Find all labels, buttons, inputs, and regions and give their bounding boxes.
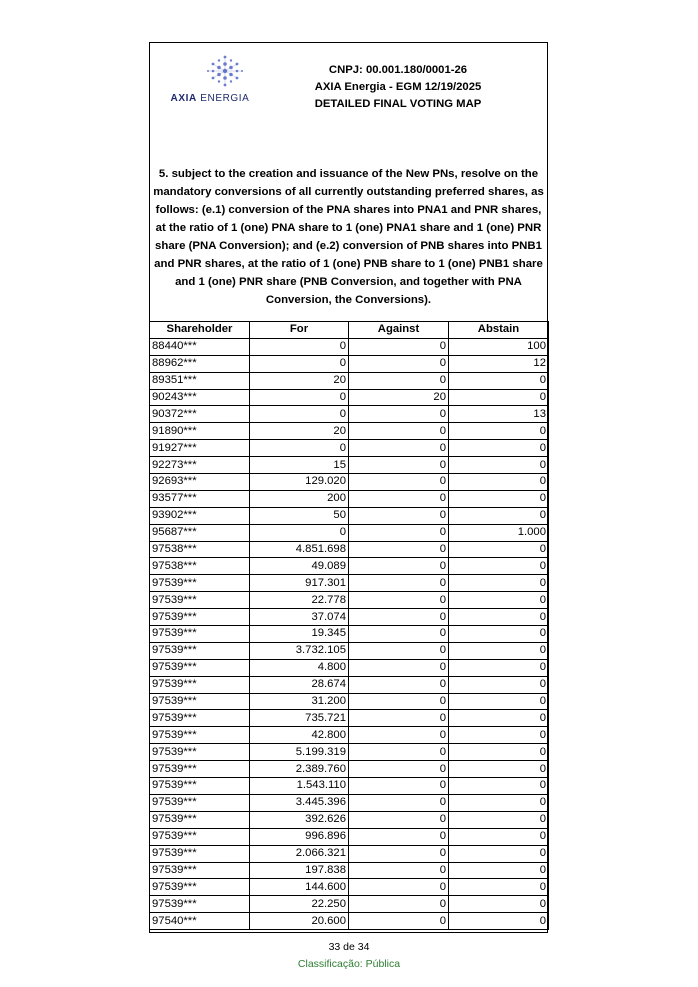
against-votes-cell: 0 (349, 761, 449, 778)
for-votes-cell: 144.600 (250, 879, 349, 896)
for-votes-cell: 0 (250, 355, 349, 372)
for-votes-cell: 392.626 (250, 811, 349, 828)
for-votes-cell: 0 (250, 524, 349, 541)
against-votes-cell: 0 (349, 845, 449, 862)
abstain-votes-cell: 0 (449, 862, 549, 879)
against-votes-cell: 0 (349, 524, 449, 541)
abstain-votes-cell: 12 (449, 355, 549, 372)
abstain-votes-cell: 0 (449, 575, 549, 592)
abstain-votes-cell: 1.000 (449, 524, 549, 541)
against-votes-cell: 0 (349, 710, 449, 727)
abstain-votes-cell: 0 (449, 727, 549, 744)
for-votes-cell: 735.721 (250, 710, 349, 727)
shareholder-cell: 97539*** (150, 761, 250, 778)
for-votes-cell: 2.389.760 (250, 761, 349, 778)
shareholder-cell: 97539*** (150, 592, 250, 609)
against-votes-cell: 0 (349, 575, 449, 592)
table-row (150, 406, 549, 423)
agenda-item-text: 5. subject to the creation and issuance of the New PNs, resolve on the mandatory conversions of all currently outstanding preferred shares, as follows: (e.1) conversion of the PNA shares into PNA1 and PNR shares, at the ratio of 1 (one) PNA share to 1 (one) PNA1 share and 1 (one) PNR share (PNA Conversion); and (e.2) conversion of PNB shares into PNB1 and PNR shares, at the ratio of 1 (one) PNB share to 1 (one) PNB1 share and 1 (one) PNR share (PNB Conversion, and together with PNA Conversion, the Conversions). (153, 168, 544, 306)
shareholder-cell: 97539*** (150, 642, 250, 659)
for-votes-cell: 22.778 (250, 592, 349, 609)
abstain-votes-cell: 0 (449, 558, 549, 575)
abstain-votes-cell: 13 (449, 406, 549, 423)
abstain-votes-cell: 0 (449, 642, 549, 659)
against-votes-cell: 0 (349, 727, 449, 744)
for-votes-cell: 31.200 (250, 693, 349, 710)
against-votes-cell: 0 (349, 913, 449, 930)
against-votes-cell: 0 (349, 676, 449, 693)
shareholder-cell: 97539*** (150, 626, 250, 643)
abstain-votes-cell: 0 (449, 811, 549, 828)
abstain-votes-cell: 0 (449, 794, 549, 811)
logo-mark-icon (205, 52, 245, 90)
for-votes-cell: 22.250 (250, 896, 349, 913)
shareholder-cell: 91927*** (150, 440, 250, 457)
table-row (150, 490, 549, 507)
for-votes-cell: 197.838 (250, 862, 349, 879)
shareholder-cell: 89351*** (150, 372, 250, 389)
table-row (150, 778, 549, 795)
abstain-votes-cell: 0 (449, 761, 549, 778)
table-row (150, 642, 549, 659)
column-header-abstain: Abstain (449, 322, 549, 339)
for-votes-cell: 0 (250, 440, 349, 457)
shareholder-cell: 97539*** (150, 896, 250, 913)
for-votes-cell: 42.800 (250, 727, 349, 744)
against-votes-cell: 0 (349, 338, 449, 355)
for-votes-cell: 0 (250, 389, 349, 406)
table-row (150, 524, 549, 541)
for-votes-cell: 3.445.396 (250, 794, 349, 811)
against-votes-cell: 0 (349, 474, 449, 491)
against-votes-cell: 0 (349, 507, 449, 524)
for-votes-cell: 28.674 (250, 676, 349, 693)
shareholder-cell: 97539*** (150, 778, 250, 795)
abstain-votes-cell: 0 (449, 659, 549, 676)
company-logo (160, 50, 260, 110)
for-votes-cell: 20 (250, 423, 349, 440)
against-votes-cell: 0 (349, 811, 449, 828)
table-row (150, 693, 549, 710)
table-row (150, 626, 549, 643)
table-row (150, 558, 549, 575)
against-votes-cell: 20 (349, 389, 449, 406)
shareholder-cell: 97539*** (150, 609, 250, 626)
for-votes-cell: 4.851.698 (250, 541, 349, 558)
column-header-shareholder: Shareholder (150, 322, 250, 339)
abstain-votes-cell: 0 (449, 896, 549, 913)
for-votes-cell: 200 (250, 490, 349, 507)
table-row (150, 659, 549, 676)
for-votes-cell: 20 (250, 372, 349, 389)
table-row (150, 676, 549, 693)
against-votes-cell: 0 (349, 896, 449, 913)
against-votes-cell: 0 (349, 372, 449, 389)
for-votes-cell: 917.301 (250, 575, 349, 592)
abstain-votes-cell: 0 (449, 474, 549, 491)
shareholder-cell: 97539*** (150, 879, 250, 896)
classification-label: Classificação: Pública (297, 958, 401, 970)
table-row (150, 440, 549, 457)
abstain-votes-cell: 0 (449, 440, 549, 457)
table-row (150, 727, 549, 744)
shareholder-cell: 97540*** (150, 913, 250, 930)
meeting-line: AXIA Energia - EGM 12/19/2025 (314, 81, 482, 93)
abstain-votes-cell: 0 (449, 609, 549, 626)
for-votes-cell: 129.020 (250, 474, 349, 491)
against-votes-cell: 0 (349, 558, 449, 575)
shareholder-cell: 97538*** (150, 558, 250, 575)
voting-table (149, 321, 549, 930)
table-row (150, 828, 549, 845)
shareholder-cell: 90243*** (150, 389, 250, 406)
abstain-votes-cell: 0 (449, 879, 549, 896)
table-row (150, 811, 549, 828)
shareholder-cell: 97539*** (150, 744, 250, 761)
table-row (150, 338, 549, 355)
shareholder-cell: 95687*** (150, 524, 250, 541)
shareholder-cell: 92693*** (150, 474, 250, 491)
logo-wordmark: AXIA ENERGIA (170, 93, 250, 104)
abstain-votes-cell: 0 (449, 828, 549, 845)
table-row (150, 423, 549, 440)
table-row (150, 474, 549, 491)
against-votes-cell: 0 (349, 355, 449, 372)
against-votes-cell: 0 (349, 490, 449, 507)
table-row (150, 457, 549, 474)
shareholder-cell: 97539*** (150, 794, 250, 811)
for-votes-cell: 19.345 (250, 626, 349, 643)
table-row (150, 744, 549, 761)
shareholder-cell: 97539*** (150, 845, 250, 862)
against-votes-cell: 0 (349, 659, 449, 676)
abstain-votes-cell: 0 (449, 913, 549, 930)
abstain-votes-cell: 0 (449, 592, 549, 609)
abstain-votes-cell: 0 (449, 423, 549, 440)
document-title: DETAILED FINAL VOTING MAP (314, 98, 482, 110)
against-votes-cell: 0 (349, 879, 449, 896)
for-votes-cell: 4.800 (250, 659, 349, 676)
abstain-votes-cell: 0 (449, 541, 549, 558)
for-votes-cell: 15 (250, 457, 349, 474)
table-row (150, 913, 549, 930)
for-votes-cell: 49.089 (250, 558, 349, 575)
table-body (150, 338, 549, 929)
against-votes-cell: 0 (349, 642, 449, 659)
against-votes-cell: 0 (349, 406, 449, 423)
table-header-row (150, 322, 549, 339)
for-votes-cell: 996.896 (250, 828, 349, 845)
abstain-votes-cell: 0 (449, 744, 549, 761)
abstain-votes-cell: 0 (449, 457, 549, 474)
shareholder-cell: 97539*** (150, 659, 250, 676)
shareholder-cell: 97539*** (150, 676, 250, 693)
abstain-votes-cell: 0 (449, 845, 549, 862)
table-row (150, 710, 549, 727)
abstain-votes-cell: 0 (449, 778, 549, 795)
shareholder-cell: 92273*** (150, 457, 250, 474)
for-votes-cell: 0 (250, 338, 349, 355)
table-row (150, 845, 549, 862)
shareholder-cell: 97539*** (150, 727, 250, 744)
abstain-votes-cell: 100 (449, 338, 549, 355)
against-votes-cell: 0 (349, 592, 449, 609)
abstain-votes-cell: 0 (449, 626, 549, 643)
abstain-votes-cell: 0 (449, 710, 549, 727)
shareholder-cell: 93577*** (150, 490, 250, 507)
for-votes-cell: 5.199.319 (250, 744, 349, 761)
for-votes-cell: 2.066.321 (250, 845, 349, 862)
shareholder-cell: 97539*** (150, 575, 250, 592)
shareholder-cell: 97539*** (150, 693, 250, 710)
shareholder-cell: 97539*** (150, 710, 250, 727)
abstain-votes-cell: 0 (449, 693, 549, 710)
table-row (150, 761, 549, 778)
table-row (150, 389, 549, 406)
abstain-votes-cell: 0 (449, 676, 549, 693)
for-votes-cell: 50 (250, 507, 349, 524)
against-votes-cell: 0 (349, 541, 449, 558)
against-votes-cell: 0 (349, 609, 449, 626)
against-votes-cell: 0 (349, 457, 449, 474)
table-row (150, 541, 549, 558)
table-row (150, 575, 549, 592)
against-votes-cell: 0 (349, 693, 449, 710)
table-row (150, 507, 549, 524)
for-votes-cell: 1.543.110 (250, 778, 349, 795)
for-votes-cell: 37.074 (250, 609, 349, 626)
shareholder-cell: 97539*** (150, 828, 250, 845)
shareholder-cell: 90372*** (150, 406, 250, 423)
page-number: 33 de 34 (328, 941, 370, 953)
table-row (150, 592, 549, 609)
abstain-votes-cell: 0 (449, 490, 549, 507)
against-votes-cell: 0 (349, 423, 449, 440)
shareholder-cell: 88962*** (150, 355, 250, 372)
for-votes-cell: 0 (250, 406, 349, 423)
against-votes-cell: 0 (349, 862, 449, 879)
table-row (150, 609, 549, 626)
abstain-votes-cell: 0 (449, 389, 549, 406)
table-row (150, 896, 549, 913)
against-votes-cell: 0 (349, 828, 449, 845)
shareholder-cell: 97539*** (150, 811, 250, 828)
for-votes-cell: 3.732.105 (250, 642, 349, 659)
against-votes-cell: 0 (349, 626, 449, 643)
table-row (150, 879, 549, 896)
abstain-votes-cell: 0 (449, 372, 549, 389)
against-votes-cell: 0 (349, 744, 449, 761)
table-row (150, 372, 549, 389)
shareholder-cell: 97539*** (150, 862, 250, 879)
column-header-against: Against (349, 322, 449, 339)
shareholder-cell: 93902*** (150, 507, 250, 524)
against-votes-cell: 0 (349, 778, 449, 795)
shareholder-cell: 97538*** (150, 541, 250, 558)
shareholder-cell: 88440*** (150, 338, 250, 355)
column-header-for: For (250, 322, 349, 339)
table-row (150, 794, 549, 811)
cnpj-line: CNPJ: 00.001.180/0001-26 (328, 64, 468, 76)
shareholder-cell: 91890*** (150, 423, 250, 440)
against-votes-cell: 0 (349, 440, 449, 457)
for-votes-cell: 20.600 (250, 913, 349, 930)
abstain-votes-cell: 0 (449, 507, 549, 524)
table-row (150, 355, 549, 372)
against-votes-cell: 0 (349, 794, 449, 811)
table-row (150, 862, 549, 879)
